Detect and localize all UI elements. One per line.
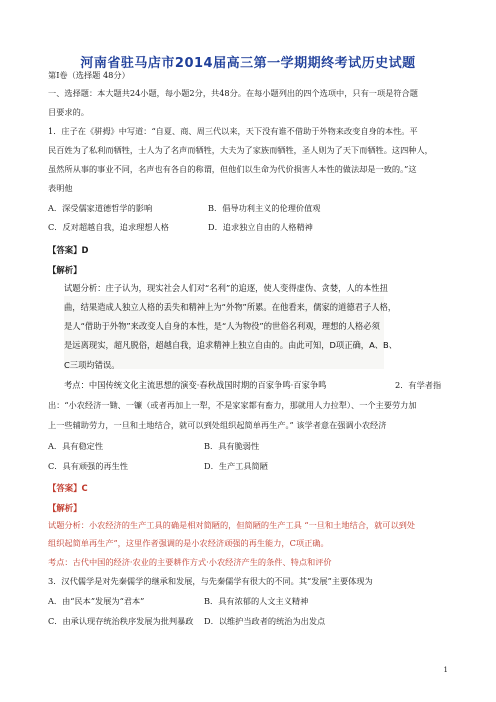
instructions-line: 一、选择题：本大题共24小题，每小题2分，共48分。在每小题列出的四个选项中，只有一项是符合题 xyxy=(48,88,418,98)
q1-option-a: A．深受儒家道德哲学的影响 xyxy=(48,203,153,213)
q1-option-d: D．追求独立自由的人格精神 xyxy=(208,222,313,232)
q3-stem: 3．汉代儒学是对先秦儒学的继承和发展，与先秦儒学有很大的不同。其“发展”主要体现为 xyxy=(48,576,373,586)
q2-option-b: B．具有脆弱性 xyxy=(204,441,260,451)
q1-analysis-label: 【解析】 xyxy=(48,265,82,275)
page-number: 1 xyxy=(443,666,448,674)
q2-stem-line: 上一些辅助劳力，一旦和土地结合，就可以到处组织起简单再生产。” 该学者意在强调小农经济 xyxy=(48,420,387,430)
q3-option-c: C．由承认现存统治秩序发展为批判暴政 xyxy=(48,616,194,626)
q1-analysis-line: 曲，结果造成人独立人格的丢失和精神上为“外物”所累。在他看来，儒家的道德君子人格， xyxy=(64,302,397,312)
q1-stem-line: 虽然所从事的事业不同，名声也有各自的称谓，但他们以生命为代价损害人本性的做法却是一致的。”这 xyxy=(48,164,417,174)
q2-option-d: D．生产工具简陋 xyxy=(204,461,268,471)
q1-option-c: C．反对超越自我，追求理想人格 xyxy=(48,222,169,232)
q1-analysis-line: 是人“借助于外物”来改变人自身的本性，是“人为物役”的世俗名利观，理想的人格必须 xyxy=(64,321,380,331)
q1-analysis-line: C三项均错误。 xyxy=(64,360,120,370)
q1-option-b: B．倡导功利主义的伦理价值观 xyxy=(208,203,321,213)
q2-option-c: C．具有顽强的再生性 xyxy=(48,461,128,471)
exam-title: 河南省驻马店市2014届高三第一学期期终考试历史试题 xyxy=(80,56,416,71)
q2-analysis-line: 组织起简单再生产”，这里作者强调的是小农经济顽强的再生能力，C项正确。 xyxy=(48,538,329,548)
q2-answer: 【答案】C xyxy=(48,483,88,493)
q2-analysis-line: 试题分析：小农经济的生产工具的确是相对简陋的，但简陋的生产工具 “一旦和土地结合，就可以到处 xyxy=(48,520,416,530)
q1-answer: 【答案】D xyxy=(48,245,89,255)
q1-stem-line: 表明他 xyxy=(48,183,73,193)
q3-option-b: B．具有浓郁的人文主义精神 xyxy=(204,596,309,606)
q1-analysis-line: 是远离现实，超凡脱俗，超越自我，追求精神上独立自由的。由此可知，D项正确，A、B、 xyxy=(64,340,398,350)
q3-option-a: A．由“民本”发展为“君本” xyxy=(48,596,145,606)
q2-analysis-line: 考点：古代中国的经济·农业的主要耕作方式·小农经济产生的条件、特点和评价 xyxy=(48,557,332,567)
q2-option-a: A．具有稳定性 xyxy=(48,441,104,451)
q1-stem-line: 1．庄子在《骈拇》中写道：“自夏、商、周三代以来，天下没有谁不借助于外物来改变自身的本性。平 xyxy=(48,126,418,136)
q1-analysis-line: 考点：中国传统文化主流思想的演变·春秋战国时期的百家争鸣·百家争鸣 xyxy=(64,380,327,390)
q1-analysis-line: 试题分析：庄子认为，现实社会人们对“名利”的追逐，使人变得虚伪、贪婪，人的本性扭 xyxy=(64,283,388,293)
q1-stem-line: 民百姓为了私利而牺牲，士人为了名声而牺牲，大夫为了家族而牺牲，圣人则为了天下而牺牲。这四种人， xyxy=(48,145,433,155)
q2-stem-start: 2．有学者指 xyxy=(395,380,442,390)
section-header: 第Ⅰ卷（选择题 48分） xyxy=(48,70,130,80)
q3-option-d: D．以维护当政者的统治为出发点 xyxy=(204,616,326,626)
instructions-line: 目要求的。 xyxy=(48,107,89,117)
q2-analysis-label: 【解析】 xyxy=(48,503,82,513)
q2-stem-line: 出：“小农经济一锄、一镰（或者再加上一犁，不是家家都有畜力，那就用人力拉犁）、一个主要劳力加 xyxy=(48,400,417,410)
